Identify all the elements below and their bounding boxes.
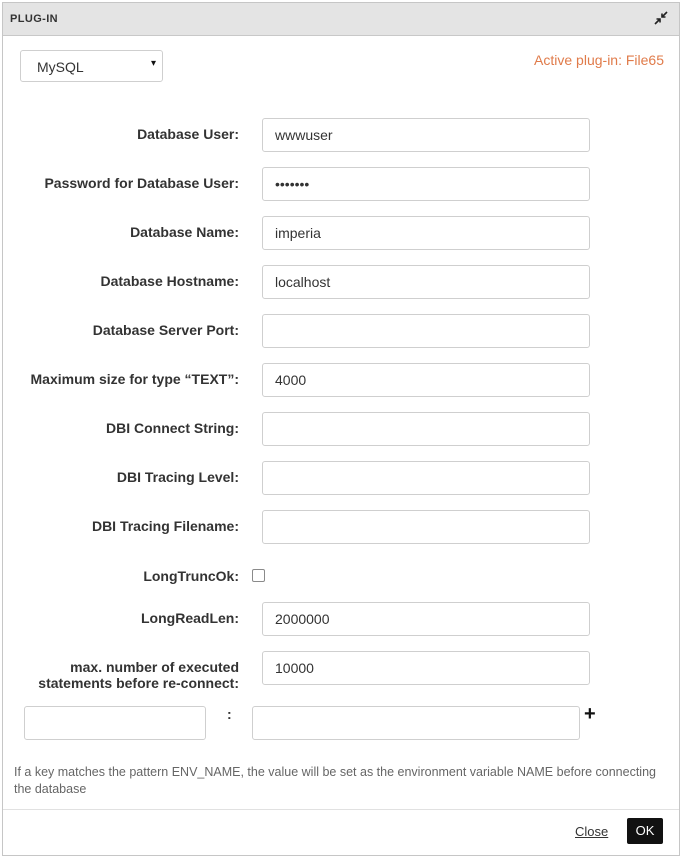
db-name-input[interactable]: imperia bbox=[262, 216, 590, 250]
dialog-titlebar bbox=[3, 3, 679, 36]
db-hostname-input[interactable]: localhost bbox=[262, 265, 590, 299]
dialog-title: PLUG-IN bbox=[10, 13, 59, 25]
long-read-len-label: LongReadLen: bbox=[141, 610, 239, 626]
dbi-connect-input[interactable] bbox=[262, 412, 590, 446]
dbi-trace-level-input[interactable] bbox=[262, 461, 590, 495]
long-trunc-ok-checkbox[interactable] bbox=[252, 569, 265, 582]
db-name-label: Database Name: bbox=[130, 224, 239, 240]
ok-button[interactable]: OK bbox=[627, 818, 663, 844]
active-plugin-text: Active plug-in: File65 bbox=[534, 52, 664, 68]
max-statements-input[interactable]: 10000 bbox=[262, 651, 590, 685]
close-button[interactable]: Close bbox=[575, 824, 609, 839]
dbi-trace-file-input[interactable] bbox=[262, 510, 590, 544]
max-text-input[interactable]: 4000 bbox=[262, 363, 590, 397]
max-text-label: Maximum size for type “TEXT”: bbox=[30, 371, 239, 387]
long-read-len-input[interactable]: 2000000 bbox=[262, 602, 590, 636]
db-user-label: Database User: bbox=[137, 126, 239, 142]
db-port-input[interactable] bbox=[262, 314, 590, 348]
dbi-trace-file-label: DBI Tracing Filename: bbox=[91, 518, 239, 534]
max-statements-label-line2: statements before re-connect: bbox=[38, 675, 239, 691]
plugin-select[interactable] bbox=[20, 50, 163, 82]
dbi-trace-level-label: DBI Tracing Level: bbox=[116, 469, 239, 485]
env-separator: : bbox=[227, 706, 232, 722]
add-env-button[interactable]: + bbox=[584, 703, 596, 725]
plugin-select-value: MySQL bbox=[37, 59, 84, 75]
chevron-down-icon: ▾ bbox=[150, 58, 156, 69]
env-value-input[interactable] bbox=[252, 706, 580, 740]
max-statements-label-line1: max. number of executed bbox=[70, 659, 239, 675]
db-port-label: Database Server Port: bbox=[92, 322, 239, 338]
plugin-dialog bbox=[2, 2, 680, 856]
env-help-text: If a key matches the pattern ENV_NAME, the value will be set as the environment variable NAME before connecting the database bbox=[14, 765, 656, 796]
db-password-label: Password for Database User: bbox=[44, 175, 239, 191]
env-key-input[interactable] bbox=[24, 706, 206, 740]
collapse-arrows-icon[interactable] bbox=[653, 10, 669, 26]
footer-divider bbox=[3, 809, 679, 810]
db-password-input[interactable]: ••••••• bbox=[262, 167, 590, 201]
db-user-input[interactable]: wwwuser bbox=[262, 118, 590, 152]
dbi-connect-label: DBI Connect String: bbox=[106, 420, 239, 436]
max-statements-label bbox=[0, 659, 239, 691]
long-trunc-ok-label: LongTruncOk: bbox=[143, 568, 239, 584]
db-hostname-label: Database Hostname: bbox=[100, 273, 239, 289]
